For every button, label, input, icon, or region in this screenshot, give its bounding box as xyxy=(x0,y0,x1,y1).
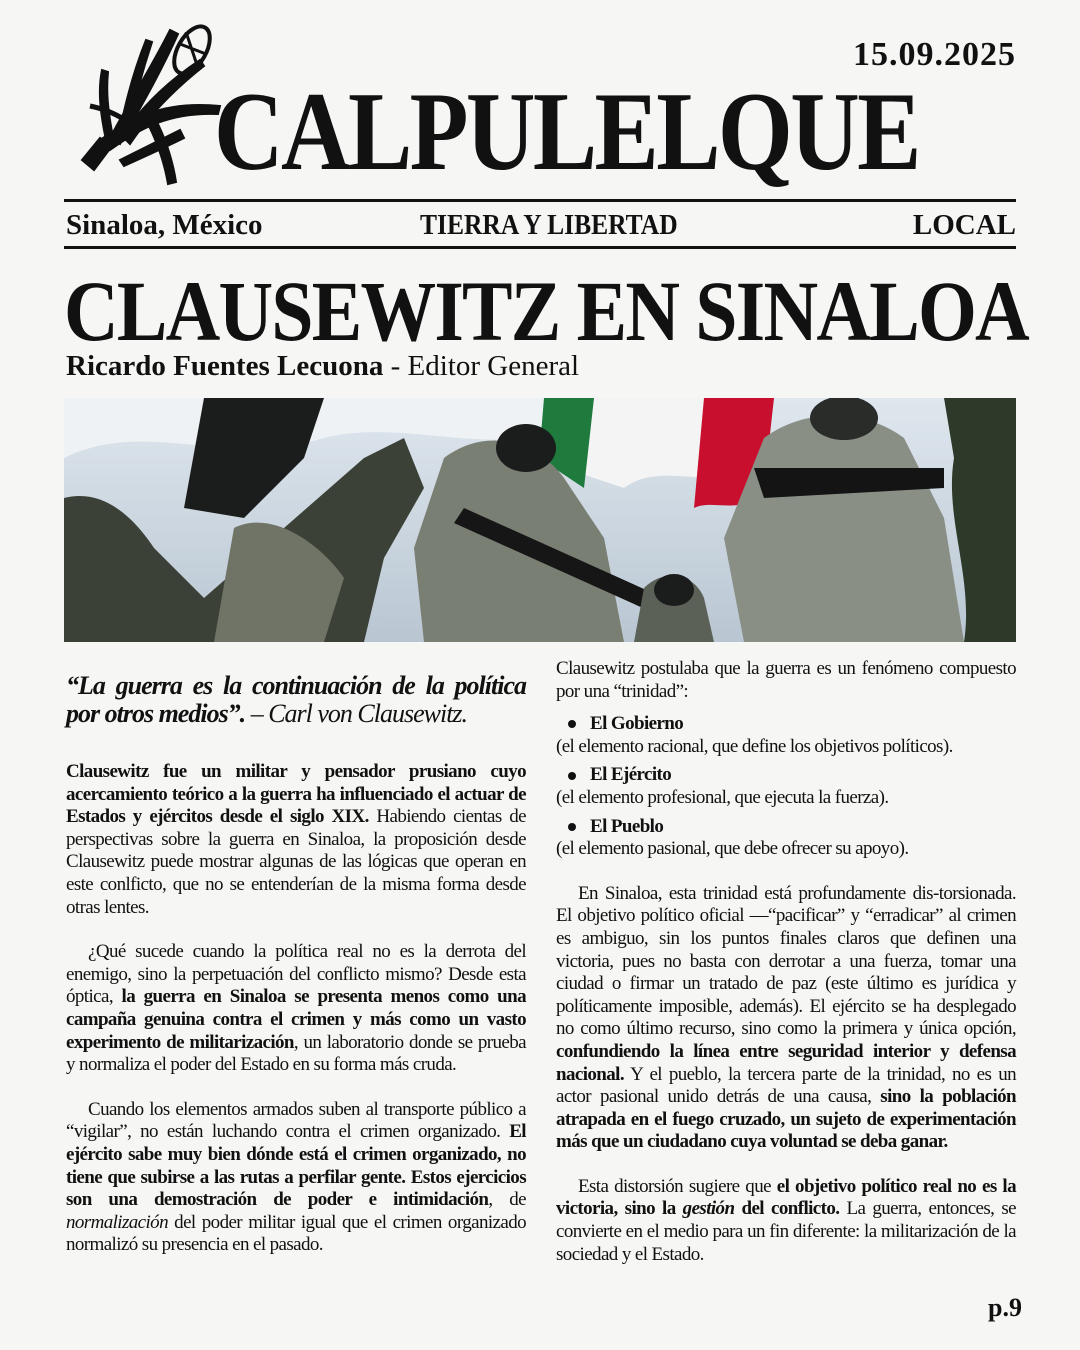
paragraph-2-b: la guerra en Sinaloa se presenta menos como una campaña genuina contra el crimen y más como un vasto experimento de militarización xyxy=(66,986,527,1053)
page-number: p.9 xyxy=(988,1293,1022,1322)
paragraph-5-e: La guerra, entonces, se convierte en el medio para un fin diferente: la militarización de la sociedad y el Estado. xyxy=(556,1198,1016,1265)
paragraph-4-d: sino la población atrapada en el fuego cruzado, un sujeto de experimentación más que un ciudadano cuya voluntad se deba ganar. xyxy=(556,1086,1016,1153)
paragraph-4-a: En Sinaloa, esta trinidad está profundamente dis-torsionada. El objetivo político oficial —“pacificar” y “erradicar” al crimen es ambiguo, sin los puntos finales claros que definen una victoria, pues no basta con derrotar a una fuerza, tomar una ciudad o firmar un tratado de paz (este último es jurídica y políticamente imposible, además). El ejército se ha desplegado no como último recurso, sino como la primera y única opción, xyxy=(556,882,1016,1040)
paragraph-5-b: el objetivo político real no es la victoria, sino la xyxy=(556,1175,1016,1220)
paragraph-5-d: del conflicto. xyxy=(734,1198,840,1220)
paragraph-1-lead: Clausewitz fue un militar y pensador prusiano cuyo acercamiento teórico a la guerra ha influenciado el actuar de Estados y ejércitos desde el siglo XIX. xyxy=(66,761,526,828)
trinity-item-title: El Ejército xyxy=(590,764,672,786)
bullet-icon xyxy=(568,823,576,831)
trinity-item-desc: (el elemento profesional, que ejecuta la fuerza). xyxy=(556,786,889,808)
trinity-item-desc: (el elemento pasional, que debe ofrecer su apoyo). xyxy=(556,838,909,860)
paragraph-trinity-intro: Clausewitz postulaba que la guerra es un fenómeno compuesto por una “trinidad”: xyxy=(556,658,1016,702)
bullet-icon xyxy=(568,772,576,780)
article-byline xyxy=(66,350,579,383)
paragraph-3-e: del poder militar igual que el crimen organizado normalizó su presencia en el pasado. xyxy=(66,1211,526,1256)
article-headline: CLAUSEWITZ EN SINALOA xyxy=(64,263,1028,359)
paragraph-5-a: Esta distorsión sugiere que xyxy=(578,1175,777,1197)
paragraph-1-rest: Habiendo cientas de perspectivas sobre la guerra en Sinaloa, la proposición desde Clausewitz puede mostrar algunas de las lógicas que operan en este conlficto, que no se entenderían de la misma forma desde otras lentes. xyxy=(66,806,526,918)
paragraph-2 xyxy=(66,941,526,1077)
paragraph-4 xyxy=(556,883,1016,1154)
pull-quote-attribution: – Carl von Clausewitz. xyxy=(245,699,468,728)
paragraph-3 xyxy=(66,1099,526,1257)
trinity-item-desc: (el elemento racional, que define los objetivos políticos). xyxy=(556,735,953,757)
bullet-icon xyxy=(568,720,576,728)
masthead-section: LOCAL xyxy=(912,209,1016,241)
masthead-title: CALPULELQUE xyxy=(214,70,919,194)
masthead-location: Sinaloa, México xyxy=(66,209,263,241)
soldiers-photo xyxy=(64,398,1016,642)
masthead-divider-bottom xyxy=(64,246,1016,249)
masthead-motto: TIERRA Y LIBERTAD xyxy=(420,209,678,241)
agave-logo-icon xyxy=(60,10,230,190)
paragraph-4-c: Y el pueblo, la tercera parte de la trinidad, no es un actor pasional unido detrás de una causa, xyxy=(556,1063,1016,1108)
masthead-divider-top xyxy=(64,199,1016,202)
paragraph-3-c: , de xyxy=(488,1189,526,1211)
paragraph-1 xyxy=(66,761,526,919)
trinity-item-pueblo xyxy=(568,816,1016,839)
trinity-item-ejercito xyxy=(568,764,1016,787)
trinity-item-gobierno xyxy=(568,713,1016,736)
pull-quote xyxy=(66,672,526,728)
byline-separator: - xyxy=(383,350,408,382)
pull-quote-text: “La guerra es la continuación de la política por otros medios”. xyxy=(66,671,526,728)
paragraph-3-a: Cuando los elementos armados suben al transporte público a “vigilar”, no están luchando contra el crimen organizado. xyxy=(66,1098,526,1143)
paragraph-3-d: normalización xyxy=(66,1211,168,1233)
author-role: Editor General xyxy=(407,350,580,382)
paragraph-3-b: El ejército sabe muy bien dónde está el crimen organizado, no tiene que subirse a las rutas a perfilar gente. Estos ejercicios son una demostración de poder e intimidación xyxy=(66,1121,526,1211)
issue-date: 15.09.2025 xyxy=(853,36,1016,73)
paragraph-5-c: gestión xyxy=(682,1198,735,1220)
paragraph-4-b: confundiendo la línea entre seguridad interior y defensa nacional. xyxy=(556,1040,1016,1085)
trinity-item-title: El Pueblo xyxy=(590,815,664,837)
author-name: Ricardo Fuentes Lecuona xyxy=(66,350,384,382)
trinity-item-title: El Gobierno xyxy=(590,713,684,735)
paragraph-2-c: , un laboratorio donde se prueba y normaliza el poder del Estado en su forma más cruda. xyxy=(66,1031,526,1076)
paragraph-2-a: ¿Qué sucede cuando la política real no es la derrota del enemigo, sino la perpetuación del conflicto mismo? Desde esta óptica, xyxy=(66,941,526,1008)
paragraph-5 xyxy=(556,1176,1016,1266)
article-column-right xyxy=(556,658,1016,1266)
article-column-left xyxy=(66,672,526,1257)
